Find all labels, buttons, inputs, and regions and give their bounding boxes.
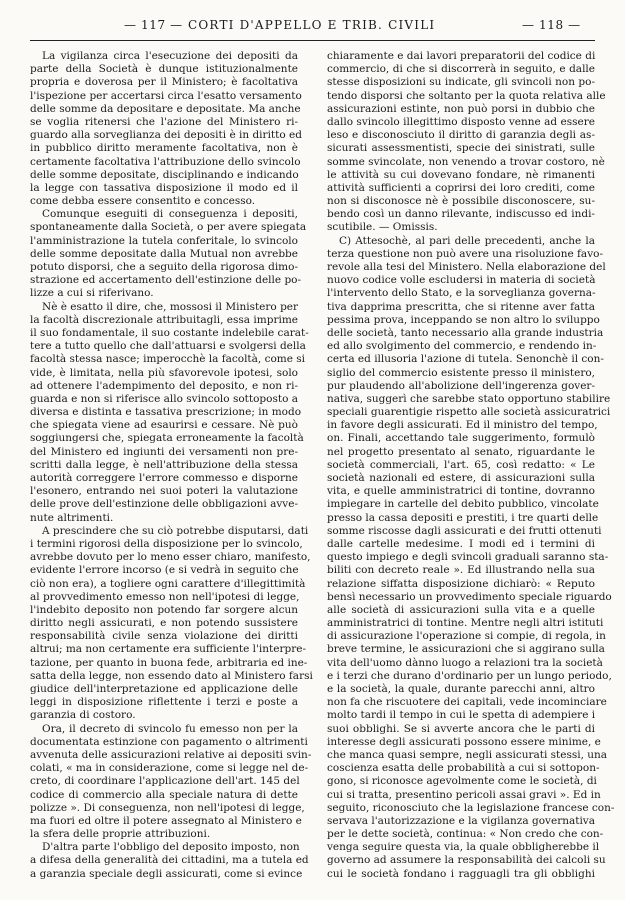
text-line: relazione siffatta disposizione dichiarò: « Reputo	[327, 577, 595, 590]
text-line: l'intervento dello Stato, e la sorveglianza governa-	[327, 287, 596, 300]
text-line: l'ispezione per accertarsi circa l'esatto versamento	[30, 89, 302, 102]
text-line: scritti dalla legge, è nell'attribuzione della stessa	[30, 458, 298, 471]
text-line: nativa, suggerì che sarebbe stato opportuno stabilire	[327, 392, 611, 405]
text-line: Nè è esatto il dire, che, mossosi il Ministero per	[42, 300, 299, 313]
text-line: tere a tutto quello che dall'attuarsi e svolgersi della	[30, 340, 306, 353]
text-line: Ora, il decreto di svincolo fu emesso non per la	[42, 722, 298, 735]
text-line: strazione ed accertamento dell'estinzione delle po-	[30, 274, 302, 287]
text-line: facoltà stessa nasce; imperocchè la facoltà, come si	[30, 353, 306, 366]
text-line: a garanzia speciale degli assicurati, come si evince	[30, 867, 303, 880]
left-column	[30, 50, 313, 881]
text-line: per le dette società, continua: « Non credo che con-	[327, 828, 604, 841]
text-line: La vigilanza circa l'esecuzione dei depositi da	[42, 50, 298, 62]
text-line: chiaramente e dai lavori preparatorii del codice di	[327, 50, 596, 62]
text-line: seguito, riconosciuto che la legislazione francese con-	[327, 801, 615, 814]
text-line: e la società, la quale, durante parecchi anni, altro	[327, 683, 595, 695]
running-title: CORTI D'APPELLO E TRIB. CIVILI	[188, 18, 436, 32]
text-line: certa ed illusoria l'azione di tutela. Senonchè il con-	[327, 353, 604, 366]
text-line: satta della legge, non essendo dato al Ministero farsi	[30, 669, 313, 682]
text-line: suoi obblighi. Se si avverte ancora che le parti di	[327, 722, 595, 735]
text-line: del Ministero ed ingiunti dei versamenti non pre-	[30, 445, 298, 458]
text-line: presso la cassa depositi e prestiti, i tre quarti delle	[327, 511, 599, 524]
text-line: venga seguire questa via, la quale obbligherebbe il	[327, 841, 600, 854]
text-line: ad ottenere l'adempimento del deposito, e non ri-	[30, 379, 298, 392]
text-line: diversa e distinta e tassativa prescrizione; in modo	[30, 406, 302, 419]
text-line: C) Attesochè, al pari delle precedenti, anche la	[339, 234, 595, 247]
text-line: i termini rigorosi della disposizione per lo svincolo,	[30, 537, 303, 550]
text-line: ma fuori ed oltre il potere assegnato al Ministero e	[30, 814, 302, 827]
text-line: alle società di assicurazioni sulla vita e a quelle	[327, 603, 595, 616]
text-line: propria e doverosa per il Ministero; è facoltativa	[30, 76, 298, 89]
text-line: breve termine, le assicurazioni che si aggirano sulla	[327, 643, 605, 656]
text-line: assicurazioni estinte, non può porsi in dubbio che	[327, 102, 595, 115]
text-line: certamente facoltativa l'attribuzione dello svincolo	[30, 155, 301, 168]
text-line: delle prove dell'estinzione delle obbligazioni avve-	[30, 498, 298, 511]
text-line: di assicurazione l'operazione si compie, di regola, in	[327, 630, 606, 643]
text-line: dalle cartelle medesime. I modi ed i termini di	[327, 537, 595, 550]
text-line: codice di commercio alla speciale natura di dette	[30, 788, 298, 801]
text-line: colati, « ma in considerazione, come si legge nel de-	[30, 762, 309, 775]
text-line: soggiungersi che, spiegata erroneamente la facoltà	[30, 432, 304, 445]
text-line: delle somme depositate, disciplinando e indicando	[30, 168, 299, 181]
text-line: A prescindere che su ciò potrebbe disputarsi, dati	[42, 524, 309, 537]
text-line: società nazionali ed estere, di assicurazioni sulla	[327, 472, 595, 484]
text-line: documentata estinzione con pagamento o altrimenti	[30, 735, 308, 748]
text-line: coscienza esatta delle probabilità a cui si sottopon-	[327, 762, 600, 775]
text-line: attività sufficienti a coprirsi dei loro crediti, come	[327, 181, 595, 194]
right-column	[327, 50, 615, 881]
text-line: terza questione non può avere una risoluzione favo-	[327, 247, 603, 260]
text-line: ciò non era), a togliere ogni carattere d'illegittimità	[30, 577, 306, 590]
text-line: revole alla tesi del Ministero. Nella elaborazione del	[327, 261, 606, 273]
text-line: e i terzi che durano d'ordinario per un lungo periodo,	[327, 669, 612, 682]
text-line: vita dell'uomo dànno luogo a relazioni tra la società	[327, 656, 603, 669]
text-line: interesse degli assicurati possono essere minime, e	[327, 735, 601, 748]
text-line: in pubblico diritto meramente facoltativa, non è	[30, 142, 298, 155]
text-line: diritto negli assicurati, e non potendo sussistere	[30, 617, 298, 630]
header-rule	[30, 40, 595, 41]
text-line: gono, si riconosce agevolmente come le società, di	[327, 775, 597, 788]
text-line: potuto disporsi, che a seguito della rigorosa dimo-	[30, 261, 298, 273]
text-line: polizze ». Di conseguenza, non nell'ipotesi di legge,	[30, 801, 305, 814]
text-line: somme riscosse dagli assicurati e dei frutti ottenuti	[327, 524, 602, 537]
text-line: D'altra parte l'obbligo del deposito imposto, non	[42, 841, 300, 854]
text-line: in favore degli assicurati. Ed il ministro del tempo,	[327, 419, 598, 432]
text-line: tiva dapprima prescritta, che si ritenne aver fatta	[327, 300, 595, 313]
text-line: lizze a cui si riferivano.	[30, 287, 154, 300]
text-line: le attività su cui dovevano fondare, nè rimanenti	[327, 168, 595, 181]
text-line: tazione, per quanto in buona fede, arbitraria ed ine-	[30, 656, 308, 669]
text-line: la facoltà discrezionale attribuitagli, essa imprime	[30, 313, 298, 326]
text-line: avrebbe dovuto per lo meno esser chiaro, manifesto,	[30, 551, 311, 564]
text-line: impiegare in cartelle del debito pubblico, vincolate	[327, 498, 599, 511]
text-line: governo ad assumere la responsabilità dei calcoli su	[327, 854, 606, 867]
right-page-number: — 118 —	[522, 18, 581, 32]
text-line: leso e disconosciuto il diritto di garanzia degli as-	[327, 129, 595, 142]
text-line: delle somme da depositare e depositate. Ma anche	[30, 102, 301, 115]
text-line: garanzia di costoro.	[30, 709, 136, 722]
text-line: vide, è limitata, nella più sfavorevole ipotesi, solo	[30, 366, 298, 379]
text-line: questo impiego e degli svincoli graduali saranno sta-	[327, 551, 609, 564]
text-line: scutibile. — Omissis.	[327, 221, 438, 234]
text-line: se voglia ritenersi che l'azione del Ministero ri-	[30, 115, 298, 128]
text-line: evidente l'errore incorso (e si vedrà in seguito che	[30, 564, 299, 577]
text-line: a difesa della generalità dei cittadini, ma a tutela ed	[30, 854, 309, 867]
text-line: come debba essere consentito e concesso.	[30, 195, 256, 208]
text-line: avvenuta delle assicurazioni relative ai depositi svin-	[30, 748, 312, 761]
text-line: pur plaudendo all'abolizione dell'ingerenza gover-	[327, 379, 595, 392]
text-line: parte della Società è dunque istituzionalmente	[30, 63, 298, 76]
text-line: stesse disposizioni su indicate, gli svincoli non po-	[327, 76, 595, 89]
text-line: on. Finali, accettando tale suggerimento, formulò	[327, 432, 595, 445]
text-line: società commerciali, l'art. 65, così redatto: « Le	[327, 458, 595, 471]
text-line: bensì necessario un provvedimento speciale riguardo	[327, 590, 612, 603]
text-line: creto, di coordinare l'applicazione dell'art. 145 del	[30, 775, 300, 788]
text-line: altrui; ma non certamente era sufficiente l'interpre-	[30, 643, 306, 656]
text-line: al provvedimento emesso non nell'ipotesi di legge,	[30, 590, 300, 603]
text-line: guardo alla sorveglianza dei depositi è in diritto ed	[30, 129, 302, 142]
text-line: nuovo codice volle escludersi in materia di società	[327, 274, 596, 287]
text-line: non si disconosce nè è possibile disconoscere, su-	[327, 195, 595, 208]
text-line: molto tardi il tempo in cui le spetta di adempiere i	[327, 709, 596, 722]
text-line: Comunque eseguiti di conseguenza i depositi,	[42, 208, 298, 221]
text-line: l'esonero, entrando nei suoi poteri la valutazione	[30, 485, 298, 498]
text-line: l'amministrazione la tutela conferitale, lo svincolo	[30, 234, 298, 247]
text-line: somme svincolate, non venendo a trovar costoro, nè	[327, 155, 605, 168]
text-line: giudice dell'interpretazione ed applicazione delle	[30, 683, 298, 695]
text-line: la legge con tassativa disposizione il modo ed il	[30, 181, 298, 194]
text-line: l'indebito deposito non potendo far sorgere alcun	[30, 603, 298, 616]
text-line: cui si tratta, presentino pericoli assai gravi ». Ed in	[327, 788, 601, 801]
text-line: il suo fondamentale, il suo costante indelebile carat-	[30, 326, 309, 339]
text-line: delle società, tanto necessario alla grande industria	[327, 326, 604, 339]
text-line: commercio, di che si discorrerà in seguito, e dalle	[327, 63, 595, 76]
text-line: biliti con decreto reale ». Ed illustrando nella sua	[327, 564, 595, 577]
text-line: che spiegata viene ad esaurirsi e cessare. Nè può	[30, 419, 298, 432]
text-line: leggi in disposizione riflettente i terzi e poste a	[30, 696, 298, 709]
text-line: vita, e quelle amministratrici di tontine, dovranno	[327, 485, 595, 498]
text-line: nel progetto presentato al senato, riguardante le	[327, 445, 595, 458]
text-line: speciali guarentigie rispetto alle società assicuratrici	[327, 406, 611, 419]
text-line: nute altrimenti.	[30, 511, 114, 524]
left-page-number: — 117 —	[124, 18, 183, 32]
text-line: che manca quasi sempre, negli assicurati stessi, una	[327, 748, 608, 761]
text-line: pessima prova, inceppando se non altro lo sviluppo	[327, 313, 600, 326]
text-line: amministratrici di tontine. Mentre negli altri istituti	[327, 617, 604, 630]
text-line: bendo così un danno rilevante, indiscusso ed indi-	[327, 208, 595, 221]
text-line: siglio del commercio esistente presso il ministero,	[327, 366, 595, 379]
text-line: spontaneamente dalla Società, o per avere spiegata	[30, 221, 307, 234]
page-header	[30, 14, 595, 36]
text-line: la sfera delle proprie attribuzioni.	[30, 828, 211, 841]
text-line: non fa che riscuotere dei capitali, vede incominciare	[327, 696, 607, 709]
text-line: ed allo svolgimento del commercio, e rendendo in-	[327, 340, 597, 353]
text-line: autorità correggere l'errore commesso e disporne	[30, 472, 298, 484]
text-line: sicurati assessmentisti, specie dei sinistrati, sulle	[327, 142, 595, 155]
text-line: guarda e non si riferisce allo svincolo sottoposto a	[30, 392, 298, 405]
text-line: delle somme depositate dalla Mutual non avrebbe	[30, 247, 298, 260]
text-line: responsabilità civile senza violazione dei diritti	[30, 630, 298, 643]
text-line: tendo disporsi che soltanto per la quota relativa alle	[327, 89, 606, 102]
text-line: cui le società fondano i ragguagli tra gli obblighi	[327, 867, 595, 880]
text-line: dallo svincolo illegittimo disposto venne ad essere	[327, 115, 595, 128]
text-line: servava l'autorizzazione e la vigilanza governativa	[327, 814, 595, 827]
